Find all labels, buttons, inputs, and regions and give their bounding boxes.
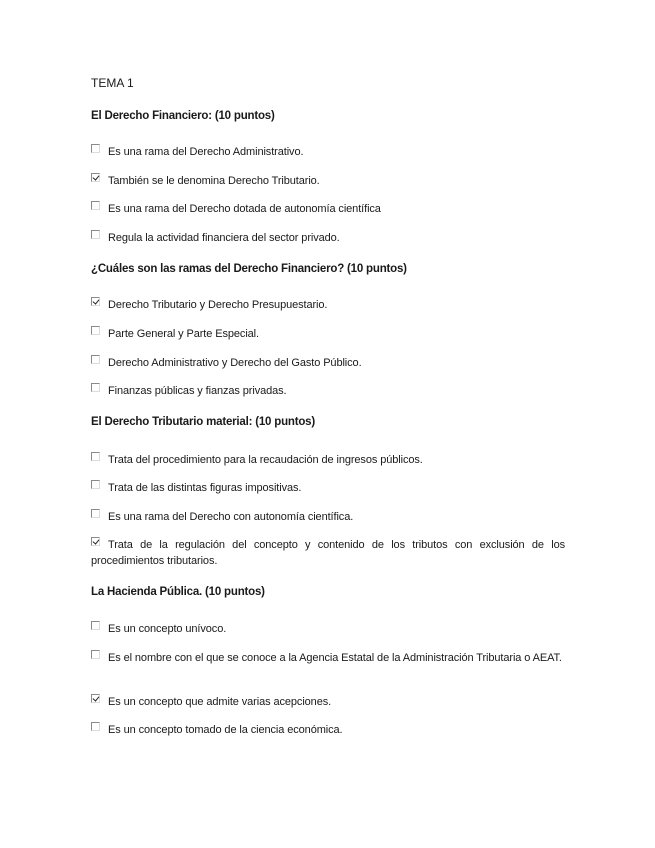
question-1-heading: El Derecho Financiero: (10 puntos) <box>91 110 275 122</box>
option-label: Trata del procedimiento para la recaudación de ingresos públicos. <box>108 454 423 466</box>
checkbox[interactable] <box>91 297 100 306</box>
option-label: Trata de la regulación del concepto y contenido de los tributos con exclusión de los procedimientos tributarios. <box>91 539 565 567</box>
question-2-option-4[interactable] <box>91 383 565 399</box>
checkbox[interactable] <box>91 355 100 364</box>
checkbox[interactable] <box>91 537 100 546</box>
option-label: Es un concepto unívoco. <box>108 623 227 635</box>
option-label: Es un concepto que admite varias acepciones. <box>108 696 332 708</box>
checkbox[interactable] <box>91 326 100 335</box>
question-1-option-1[interactable] <box>91 144 565 160</box>
option-label: Regula la actividad financiera del sector privado. <box>108 232 340 244</box>
option-label: Derecho Tributario y Derecho Presupuestario. <box>108 299 328 311</box>
checkbox[interactable] <box>91 480 100 489</box>
checkbox[interactable] <box>91 144 100 153</box>
option-label: Es un concepto tomado de la ciencia económica. <box>108 724 343 736</box>
question-2-heading: ¿Cuáles son las ramas del Derecho Financiero? (10 puntos) <box>91 263 407 275</box>
question-1-option-2[interactable] <box>91 173 565 189</box>
checkbox[interactable] <box>91 230 100 239</box>
checkbox[interactable] <box>91 509 100 518</box>
checkbox[interactable] <box>91 173 100 182</box>
option-label: Parte General y Parte Especial. <box>108 328 259 340</box>
question-3-option-4[interactable] <box>91 537 565 569</box>
option-label: Derecho Administrativo y Derecho del Gasto Público. <box>108 357 362 369</box>
question-3-heading: El Derecho Tributario material: (10 puntos) <box>91 416 315 428</box>
checkbox[interactable] <box>91 201 100 210</box>
option-label: Es una rama del Derecho con autonomía científica. <box>108 511 354 523</box>
checkbox[interactable] <box>91 650 100 659</box>
question-1-option-4[interactable] <box>91 230 565 246</box>
checkbox[interactable] <box>91 722 100 731</box>
question-2-option-2[interactable] <box>91 326 565 342</box>
checkbox[interactable] <box>91 383 100 392</box>
question-4-option-4[interactable] <box>91 722 565 738</box>
question-4-option-3[interactable] <box>91 694 565 710</box>
option-label: Finanzas públicas y fianzas privadas. <box>108 385 287 397</box>
question-2-option-3[interactable] <box>91 355 565 371</box>
option-label: Es el nombre con el que se conoce a la Agencia Estatal de la Administración Tributaria o AEAT. <box>108 652 562 664</box>
question-2-option-1[interactable] <box>91 297 565 313</box>
option-label: Trata de las distintas figuras impositivas. <box>108 482 302 494</box>
question-1-option-3[interactable] <box>91 201 565 217</box>
question-4-option-2[interactable] <box>91 650 565 666</box>
question-3-option-1[interactable] <box>91 452 565 468</box>
checkbox[interactable] <box>91 621 100 630</box>
question-3-option-2[interactable] <box>91 480 565 496</box>
checkbox[interactable] <box>91 452 100 461</box>
option-label: También se le denomina Derecho Tributario. <box>108 175 320 187</box>
option-label: Es una rama del Derecho Administrativo. <box>108 146 304 158</box>
question-4-option-1[interactable] <box>91 621 565 637</box>
question-3-option-3[interactable] <box>91 509 565 525</box>
document-title: TEMA 1 <box>91 76 134 90</box>
question-4-heading: La Hacienda Pública. (10 puntos) <box>91 586 265 598</box>
option-label: Es una rama del Derecho dotada de autonomía científica <box>108 203 381 215</box>
checkbox[interactable] <box>91 694 100 703</box>
